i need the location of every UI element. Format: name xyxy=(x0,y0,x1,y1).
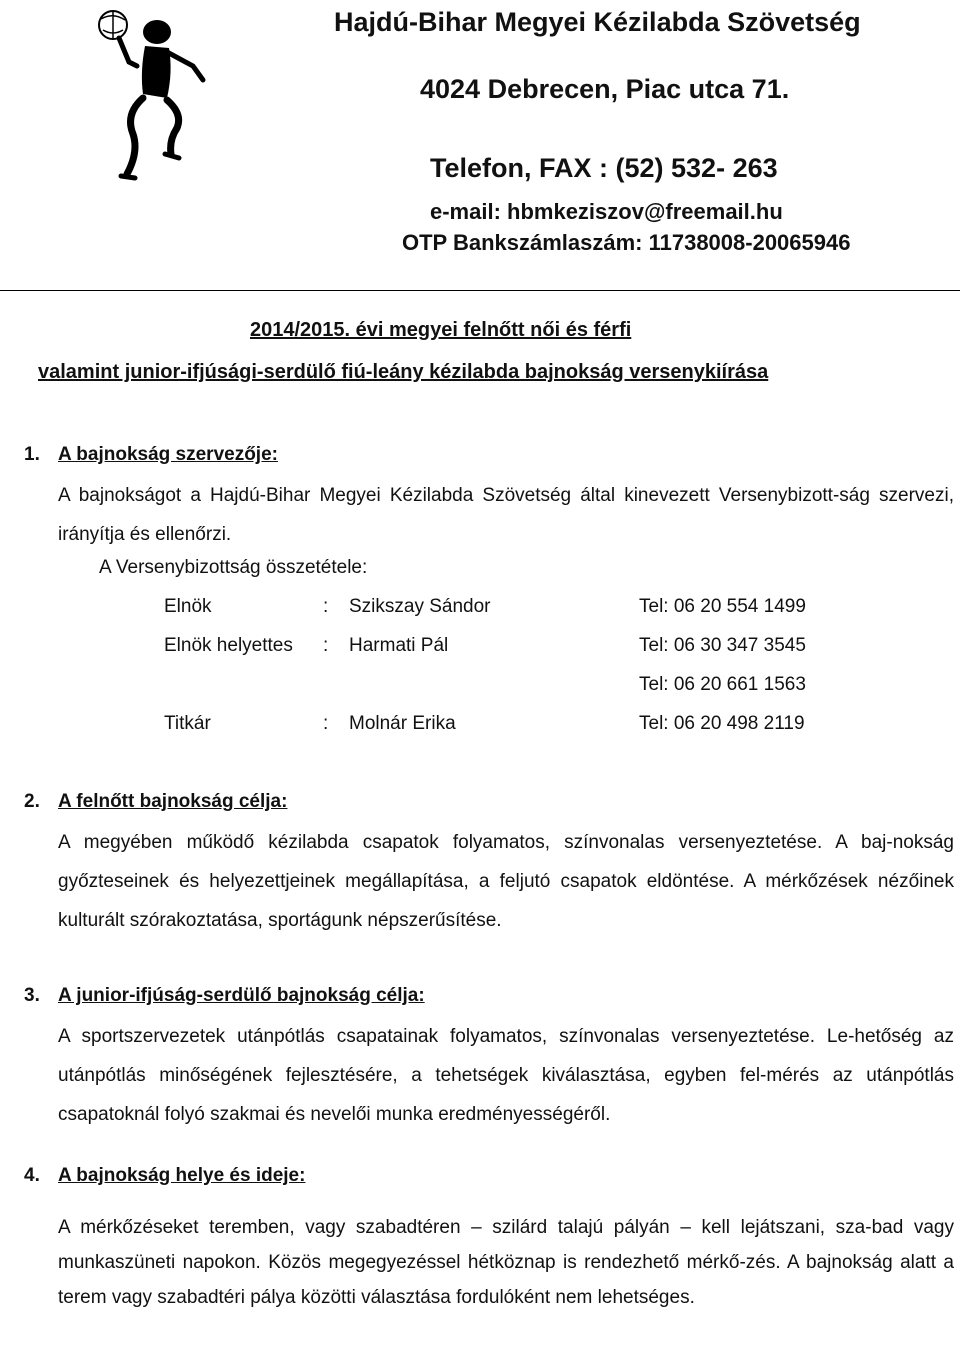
member-name: Szikszay Sándor xyxy=(349,596,491,617)
committee-member-row xyxy=(0,713,960,743)
section-3-text: A sportszervezetek utánpótlás csapatainak folyamatos, színvonalas versenyeztetése. Le-hetőség az utánpótlás minőségének fejlesztésére, a tehetségek kiválasztása, egyben fel-mérés az utánpótlás csapatoknál folyó szakmai és nevelői munka eredményességéről. xyxy=(58,1026,954,1125)
organization-name: Hajdú-Bihar Megyei Kézilabda Szövetség xyxy=(334,7,861,37)
committee-member-row xyxy=(0,596,960,626)
section-title: A felnőtt bajnokság célja: xyxy=(58,791,288,812)
member-phone: Tel: 06 20 498 2119 xyxy=(639,713,805,734)
document-title-line-2: valamint junior-ifjúsági-serdülő fiú-leány kézilabda bajnokság versenykiírása xyxy=(38,361,769,383)
committee-member-row xyxy=(0,674,960,704)
section-4-text: A mérkőzéseket teremben, vagy szabadtéren – szilárd talajú pályán – kell lejátszani, sza-bad vagy munkaszüneti napokon. Közös megegyezéssel hétköznap is rendezhető mérkő-zés. A bajnokság alatt a terem vagy szabadtéri pálya közötti választása fordulóként nem lehetséges. xyxy=(58,1217,954,1308)
committee-member-row xyxy=(0,635,960,665)
phone-fax: Telefon, FAX : (52) 532- 263 xyxy=(430,153,778,183)
section-number: 3. xyxy=(24,985,40,1006)
bank-account: OTP Bankszámlaszám: 11738008-20065946 xyxy=(402,230,851,255)
member-role: Titkár xyxy=(164,713,211,734)
section-title: A bajnokság helye és ideje: xyxy=(58,1165,306,1186)
section-2-text: A megyében működő kézilabda csapatok folyamatos, színvonalas versenyeztetése. A baj-nokság győzteseinek és helyezettjeinek megállapítása, a feljutó csapatok eldöntése. A mérkőzések nézőinek kulturált szórakoztatása, sportágunk népszerűsítése. xyxy=(58,832,954,931)
handball-player-logo xyxy=(85,2,215,197)
section-number: 2. xyxy=(24,791,40,812)
section-title: A junior-ifjúság-serdülő bajnokság célja: xyxy=(58,985,425,1006)
address: 4024 Debrecen, Piac utca 71. xyxy=(420,74,790,104)
member-role: Elnök helyettes xyxy=(164,635,293,656)
member-phone: Tel: 06 20 554 1499 xyxy=(639,596,806,617)
committee-label: A Versenybizottság összetétele: xyxy=(99,557,368,578)
member-phone: Tel: 06 20 661 1563 xyxy=(639,674,806,695)
document-title-line-1: 2014/2015. évi megyei felnőtt női és férfi xyxy=(250,319,632,341)
section-number: 4. xyxy=(24,1165,40,1186)
member-phone: Tel: 06 30 347 3545 xyxy=(639,635,806,656)
member-colon: : xyxy=(323,713,329,734)
section-1-text: A bajnokságot a Hajdú-Bihar Megyei Kézilabda Szövetség által kinevezett Versenybizott-ság szervezi, irányítja és ellenőrzi. xyxy=(58,485,954,545)
section-number: 1. xyxy=(24,444,40,465)
section-title: A bajnokság szervezője: xyxy=(58,444,278,465)
member-name: Harmati Pál xyxy=(349,635,449,656)
member-colon: : xyxy=(323,596,329,617)
header-divider xyxy=(0,290,960,291)
member-name: Molnár Erika xyxy=(349,713,456,734)
member-colon: : xyxy=(323,635,329,656)
email: e-mail: hbmkeziszov@freemail.hu xyxy=(430,199,783,224)
member-role: Elnök xyxy=(164,596,212,617)
